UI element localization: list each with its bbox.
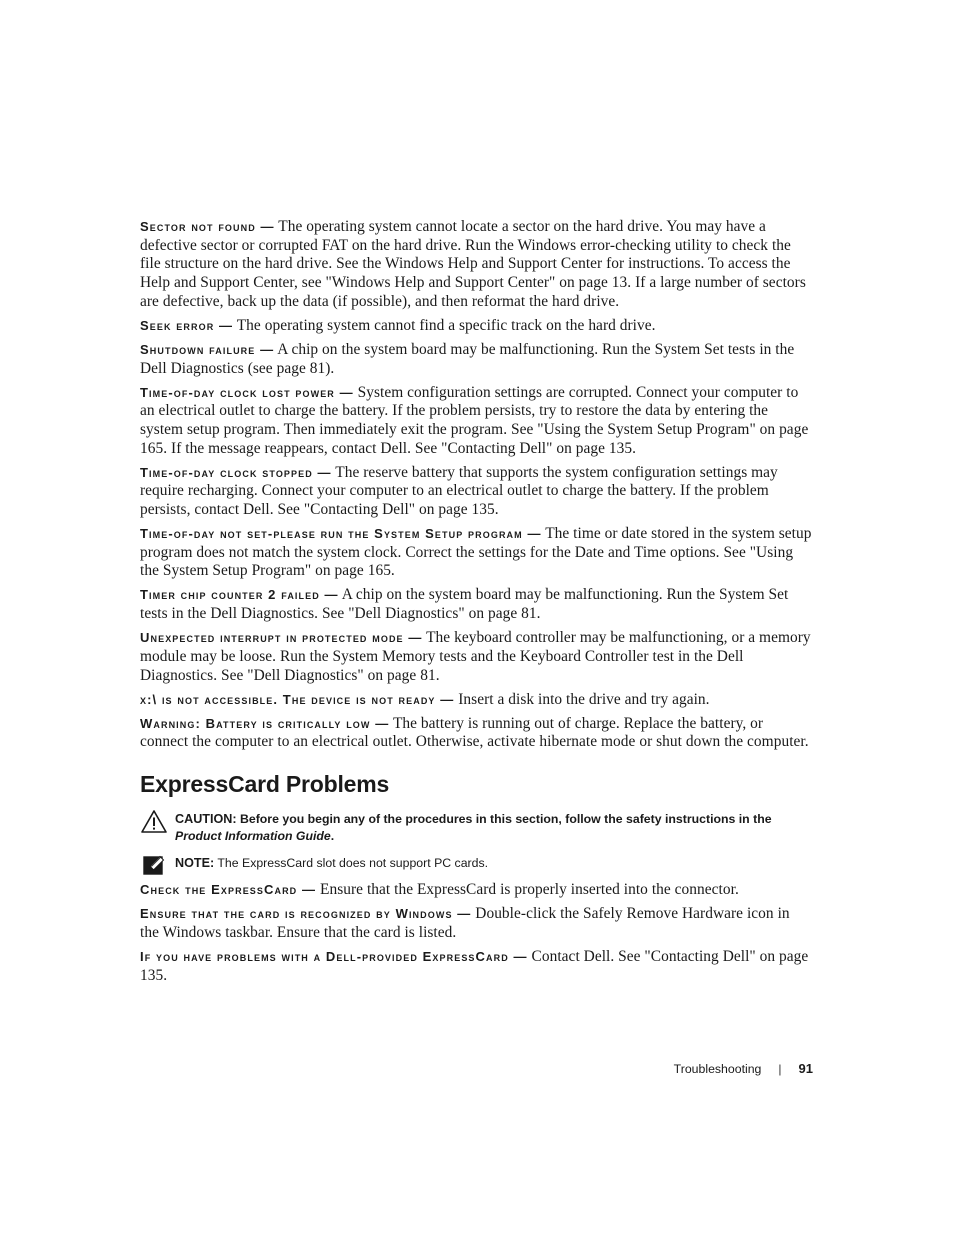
entry-term: Ensure that the card is recognized by Windows — bbox=[140, 906, 472, 922]
entry-term: Sector not found — bbox=[140, 219, 275, 234]
entry-text: The time or date stored in the system setup program does not match the system clock. Correct the settings for the bbox=[140, 525, 812, 561]
entry-shutdown-failure bbox=[140, 341, 812, 378]
note-notice bbox=[140, 855, 812, 873]
entry-sector-not-found bbox=[140, 218, 812, 312]
entry-battery-low bbox=[140, 715, 812, 752]
entry-text: Contact Dell. See "Contacting Dell" on page 135. bbox=[140, 948, 809, 984]
guide-title: Product Information Guide bbox=[175, 829, 331, 844]
entry-timer-chip-failed bbox=[140, 586, 812, 623]
entry-term: Timer chip counter 2 failed — bbox=[140, 587, 339, 603]
entry-term: Check the ExpressCard — bbox=[140, 882, 317, 898]
entry-text: icon in the Windows taskbar. Ensure that the card is listed. bbox=[140, 905, 790, 942]
entry-term: Time-of-day clock stopped — bbox=[140, 464, 332, 480]
entry-term: If you have problems with a Dell-provided ExpressCard — bbox=[140, 949, 528, 965]
page-footer bbox=[674, 1061, 813, 1076]
ui-label-time: Time bbox=[633, 543, 667, 561]
entry-clock-stopped bbox=[140, 464, 812, 520]
caution-notice bbox=[140, 811, 812, 846]
caution-triangle-icon bbox=[140, 809, 168, 835]
ui-label-safely-remove-hardware: Safely Remove Hardware bbox=[582, 905, 744, 923]
page-content bbox=[140, 218, 812, 991]
note-text: The ExpressCard slot does not support PC cards. bbox=[217, 855, 489, 870]
caution-body: Before you begin any of the procedures in this section, follow the safety instructions in the bbox=[239, 811, 772, 826]
entry-not-accessible bbox=[140, 691, 812, 710]
page-number: 91 bbox=[798, 1061, 813, 1076]
entry-unexpected-interrupt bbox=[140, 629, 812, 685]
entry-check-expresscard bbox=[140, 881, 812, 900]
entry-text: and bbox=[607, 543, 631, 561]
entry-term: Warning: Battery is critically low — bbox=[140, 715, 390, 731]
entry-text: Insert a disk into the drive and try again. bbox=[458, 690, 710, 708]
caution-label: CAUTION: bbox=[175, 811, 237, 826]
ui-label-date: Date bbox=[574, 543, 605, 561]
entry-text: Double-click the bbox=[475, 905, 580, 923]
entry-text: System configuration settings are corrupted. Connect your computer to an electrical outlet to charge the battery. If the problem persists, try to restore the data by entering the system setup program. Then immediately exit the program. See "Using the System Setup Program" on page 165. If the message reappears, contact Dell. See "Contacting Dell" on page 135. bbox=[140, 383, 809, 457]
section-title: ExpressCard Problems bbox=[140, 770, 390, 797]
entry-text: The operating system cannot locate a sector on the hard drive. You may have a defective sector or corrupted FAT on the hard drive. Run the Windows error-checking utility to check the file structure on the hard drive. See the Windows Help and Support Center for instructions. To access the Help and Support Center, see "Windows Help and Support Center" on page 13. If a large number of sectors are defective, back up the data (if possible), and then reformat the hard drive. bbox=[140, 218, 806, 310]
footer-section-name: Troubleshooting bbox=[673, 1061, 762, 1076]
entry-text: options. See "Using the System Setup Program" on page 165. bbox=[140, 543, 794, 580]
note-label: NOTE: bbox=[175, 855, 215, 870]
entry-card-recognized bbox=[140, 905, 812, 942]
caution-text bbox=[175, 812, 772, 844]
entry-term: Shutdown failure — bbox=[140, 341, 275, 357]
entry-text: The reserve battery that supports the system configuration settings may require recharging. Connect your computer to an electrical outlet to charge the battery. If the problem persists, contact Dell. See "Contacting Dell" on page 135. bbox=[140, 463, 778, 519]
entry-term: x:\ is not accessible. The device is not ready — bbox=[140, 691, 455, 707]
entry-text: Ensure that the ExpressCard is properly inserted into the connector. bbox=[320, 881, 739, 899]
entry-dell-expresscard bbox=[140, 948, 812, 985]
entry-clock-lost-power bbox=[140, 384, 812, 459]
entry-term: Time-of-day not set-please run the System Setup program — bbox=[140, 526, 542, 542]
entry-term: Time-of-day clock lost power — bbox=[140, 384, 354, 400]
entry-text: The battery is running out of charge. Replace the battery, or connect the computer to an electrical outlet. Otherwise, activate hibernate mode or shut down the computer. bbox=[140, 714, 809, 751]
entry-text: The operating system cannot find a specific track on the hard drive. bbox=[236, 316, 656, 334]
entry-time-not-set bbox=[140, 525, 812, 581]
entry-term: Unexpected interrupt in protected mode — bbox=[140, 630, 423, 646]
caution-end: . bbox=[330, 829, 335, 844]
entry-term: Seek error — bbox=[140, 317, 234, 333]
footer-separator: | bbox=[778, 1061, 782, 1076]
entry-text: A chip on the system board may be malfunctioning. Run the System Set tests in the Dell Diagnostics (see page 81). bbox=[140, 340, 795, 377]
entry-text: The keyboard controller may be malfunctioning, or a memory module may be loose. Run the System Memory tests and the Keyboard Controller test in the Dell Diagnostics. See "Dell Diagnostics" on page 81. bbox=[140, 629, 811, 684]
entry-text: A chip on the system board may be malfunctioning. Run the System Set tests in the Dell Diagnostics. See "Dell Diagnostics" on page 81. bbox=[140, 586, 789, 623]
entry-seek-error bbox=[140, 317, 812, 336]
note-pencil-icon bbox=[140, 853, 168, 879]
